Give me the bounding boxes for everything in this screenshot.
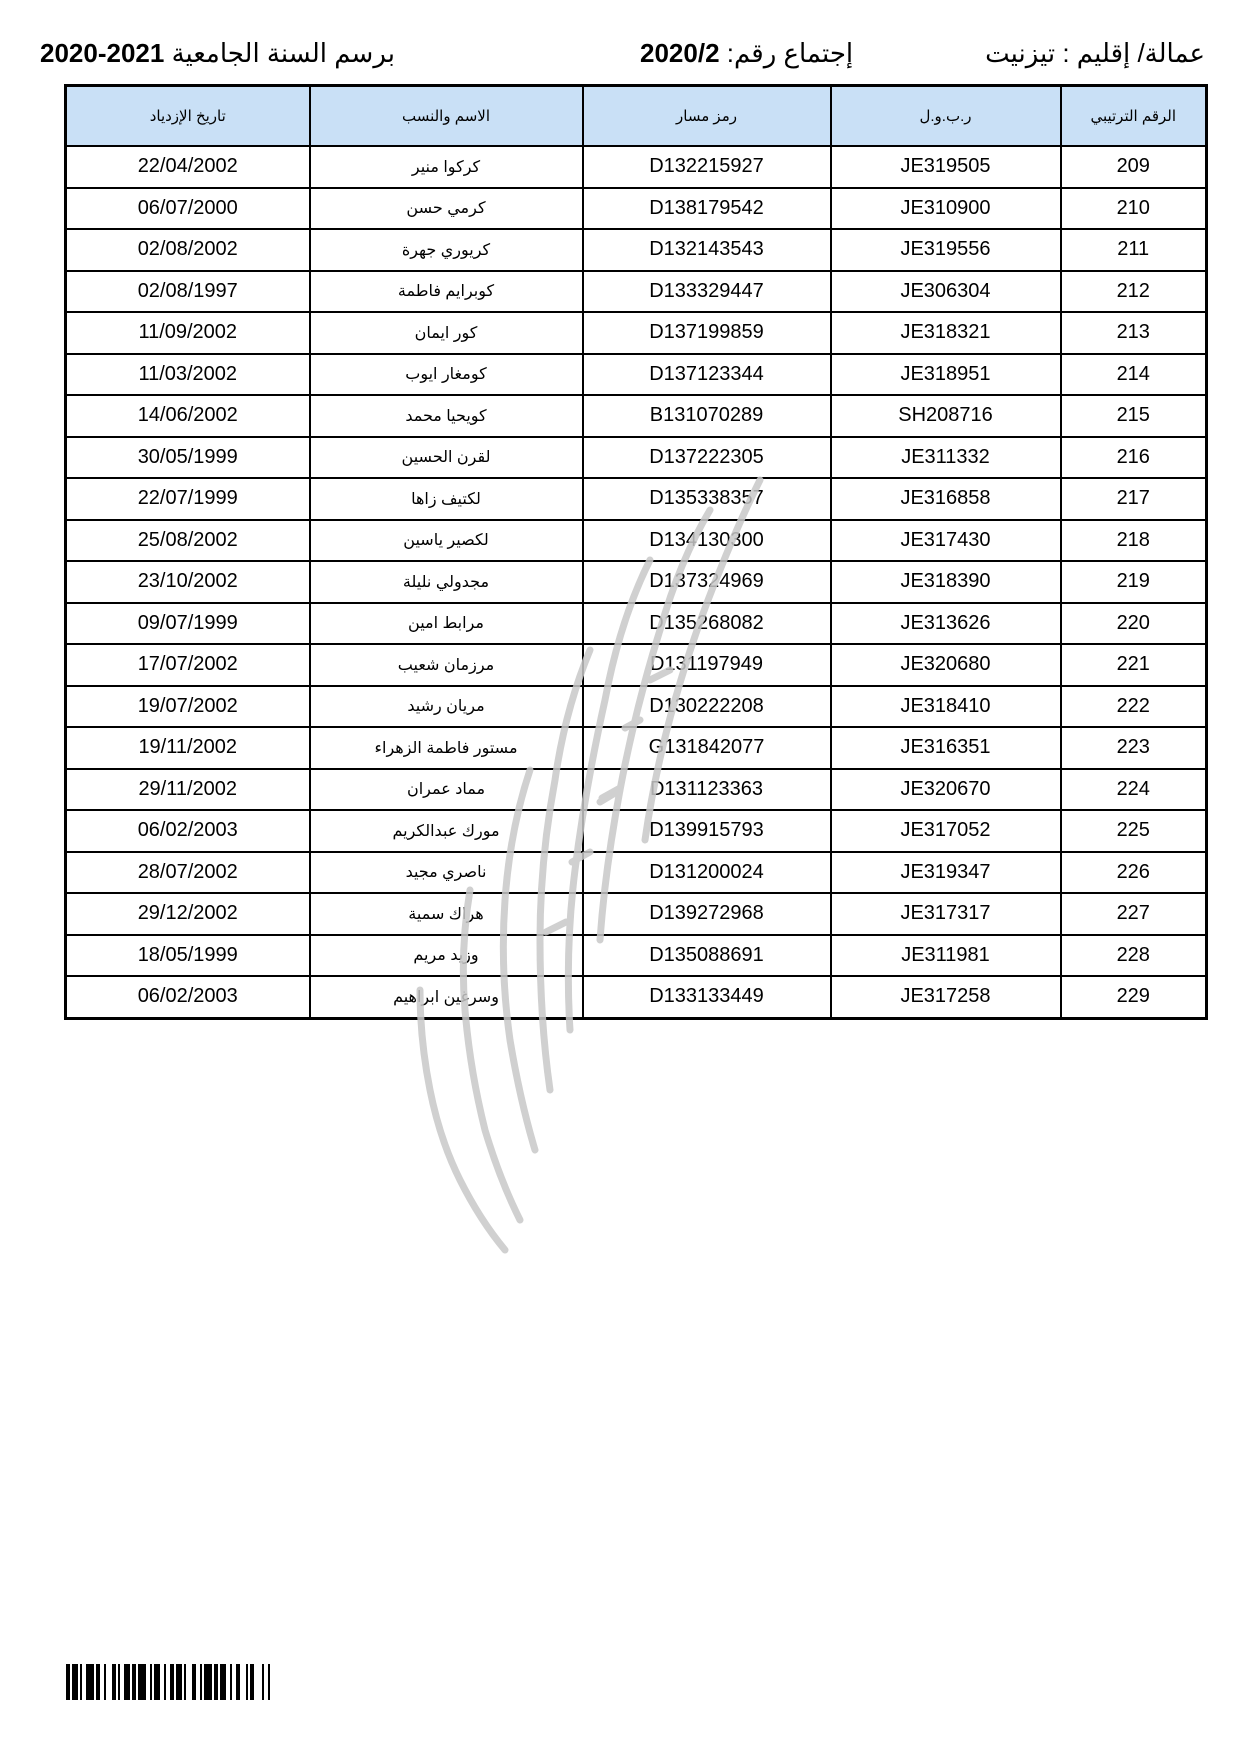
- col-header-massar: رمز مسار: [583, 86, 831, 147]
- table-row: [66, 852, 1207, 894]
- meeting-value: 2020/2: [640, 38, 720, 68]
- cell-dob: 06/02/2003: [66, 810, 310, 852]
- cell-cin: JE306304: [831, 271, 1061, 313]
- table-row: [66, 395, 1207, 437]
- cell-number: 214: [1061, 354, 1207, 396]
- cell-cin: JE319556: [831, 229, 1061, 271]
- cell-name: مرزمان شعيب: [310, 644, 583, 686]
- cell-cin: JE320680: [831, 644, 1061, 686]
- cell-massar: D134130300: [583, 520, 831, 562]
- cell-dob: 02/08/2002: [66, 229, 310, 271]
- cell-number: 215: [1061, 395, 1207, 437]
- cell-cin: JE317430: [831, 520, 1061, 562]
- table-row: [66, 354, 1207, 396]
- cell-name: لكتيف زاها: [310, 478, 583, 520]
- cell-number: 212: [1061, 271, 1207, 313]
- table-row: [66, 603, 1207, 645]
- col-header-cin: ر.ب.و.ل: [831, 86, 1061, 147]
- cell-dob: 22/07/1999: [66, 478, 310, 520]
- cell-name: كور ايمان: [310, 312, 583, 354]
- table-row: [66, 229, 1207, 271]
- students-table: [64, 84, 1208, 1020]
- cell-number: 219: [1061, 561, 1207, 603]
- cell-name: مرابط امين: [310, 603, 583, 645]
- cell-name: ناصري مجيد: [310, 852, 583, 894]
- cell-massar: D135088691: [583, 935, 831, 977]
- cell-cin: JE317258: [831, 976, 1061, 1018]
- cell-cin: JE313626: [831, 603, 1061, 645]
- barcode: [66, 1664, 426, 1700]
- table-row: [66, 935, 1207, 977]
- cell-name: مستور فاطمة الزهراء: [310, 727, 583, 769]
- cell-number: 216: [1061, 437, 1207, 479]
- cell-name: كريوري جهرة: [310, 229, 583, 271]
- cell-dob: 18/05/1999: [66, 935, 310, 977]
- table-body: [66, 146, 1207, 1018]
- table-row: [66, 520, 1207, 562]
- cell-number: 225: [1061, 810, 1207, 852]
- cell-name: هراك سمية: [310, 893, 583, 935]
- cell-dob: 02/08/1997: [66, 271, 310, 313]
- table-row: [66, 478, 1207, 520]
- cell-number: 218: [1061, 520, 1207, 562]
- cell-number: 223: [1061, 727, 1207, 769]
- region-label: عمالة/ إقليم :: [1062, 38, 1205, 68]
- cell-name: كرمي حسن: [310, 188, 583, 230]
- cell-name: مورك عبدالكريم: [310, 810, 583, 852]
- cell-number: 210: [1061, 188, 1207, 230]
- cell-name: كوبرايم فاطمة: [310, 271, 583, 313]
- cell-dob: 19/07/2002: [66, 686, 310, 728]
- year-value: 2020-2021: [40, 38, 165, 68]
- cell-massar: D131197949: [583, 644, 831, 686]
- cell-number: 228: [1061, 935, 1207, 977]
- cell-dob: 30/05/1999: [66, 437, 310, 479]
- cell-number: 227: [1061, 893, 1207, 935]
- cell-cin: JE316858: [831, 478, 1061, 520]
- cell-massar: D133133449: [583, 976, 831, 1018]
- cell-massar: D137123344: [583, 354, 831, 396]
- table-row: [66, 810, 1207, 852]
- cell-number: 221: [1061, 644, 1207, 686]
- table-row: [66, 188, 1207, 230]
- year-label: برسم السنة الجامعية: [171, 38, 395, 68]
- cell-massar: D139272968: [583, 893, 831, 935]
- cell-dob: 22/04/2002: [66, 146, 310, 188]
- cell-dob: 09/07/1999: [66, 603, 310, 645]
- region-info: [985, 38, 1205, 69]
- cell-dob: 28/07/2002: [66, 852, 310, 894]
- cell-cin: JE310900: [831, 188, 1061, 230]
- cell-massar: D133329447: [583, 271, 831, 313]
- meeting-label: إجتماع رقم:: [726, 38, 854, 68]
- cell-massar: G131842077: [583, 727, 831, 769]
- table-row: [66, 146, 1207, 188]
- table-row: [66, 893, 1207, 935]
- cell-cin: JE319505: [831, 146, 1061, 188]
- cell-dob: 17/07/2002: [66, 644, 310, 686]
- table-row: [66, 561, 1207, 603]
- cell-cin: JE318390: [831, 561, 1061, 603]
- cell-massar: D139915793: [583, 810, 831, 852]
- table-header-row: [66, 86, 1207, 147]
- table-row: [66, 727, 1207, 769]
- cell-number: 226: [1061, 852, 1207, 894]
- cell-name: كركوا منير: [310, 146, 583, 188]
- cell-massar: D137324969: [583, 561, 831, 603]
- col-header-dob: تاريخ الإزدياد: [66, 86, 310, 147]
- cell-cin: JE311332: [831, 437, 1061, 479]
- table-row: [66, 312, 1207, 354]
- cell-dob: 14/06/2002: [66, 395, 310, 437]
- cell-cin: JE318410: [831, 686, 1061, 728]
- cell-cin: JE320670: [831, 769, 1061, 811]
- cell-massar: D132215927: [583, 146, 831, 188]
- cell-cin: JE318951: [831, 354, 1061, 396]
- cell-massar: D135268082: [583, 603, 831, 645]
- cell-dob: 29/11/2002: [66, 769, 310, 811]
- table-row: [66, 976, 1207, 1018]
- cell-cin: JE319347: [831, 852, 1061, 894]
- cell-massar: B131070289: [583, 395, 831, 437]
- cell-massar: D130222208: [583, 686, 831, 728]
- region-value: تيزنيت: [985, 38, 1056, 68]
- cell-massar: D138179542: [583, 188, 831, 230]
- cell-massar: D131200024: [583, 852, 831, 894]
- cell-name: مريان رشيد: [310, 686, 583, 728]
- cell-name: لقرن الحسين: [310, 437, 583, 479]
- table-row: [66, 644, 1207, 686]
- year-info: [40, 38, 395, 69]
- cell-dob: 23/10/2002: [66, 561, 310, 603]
- cell-number: 224: [1061, 769, 1207, 811]
- cell-dob: 11/09/2002: [66, 312, 310, 354]
- cell-massar: D131123363: [583, 769, 831, 811]
- cell-name: كويحيا محمد: [310, 395, 583, 437]
- table-row: [66, 271, 1207, 313]
- cell-dob: 29/12/2002: [66, 893, 310, 935]
- table-row: [66, 686, 1207, 728]
- cell-number: 211: [1061, 229, 1207, 271]
- cell-cin: JE318321: [831, 312, 1061, 354]
- cell-massar: D132143543: [583, 229, 831, 271]
- cell-dob: 06/02/2003: [66, 976, 310, 1018]
- page-header: [40, 38, 1205, 78]
- cell-number: 222: [1061, 686, 1207, 728]
- col-header-number: الرقم الترتيبي: [1061, 86, 1207, 147]
- cell-cin: JE316351: [831, 727, 1061, 769]
- cell-number: 209: [1061, 146, 1207, 188]
- cell-name: وسرغين ابراهيم: [310, 976, 583, 1018]
- cell-dob: 11/03/2002: [66, 354, 310, 396]
- cell-cin: JE311981: [831, 935, 1061, 977]
- col-header-name: الاسم والنسب: [310, 86, 583, 147]
- cell-name: وزيد مريم: [310, 935, 583, 977]
- cell-massar: D137222305: [583, 437, 831, 479]
- table-row: [66, 437, 1207, 479]
- cell-name: مجدولي نليلة: [310, 561, 583, 603]
- cell-massar: D135338357: [583, 478, 831, 520]
- cell-number: 217: [1061, 478, 1207, 520]
- cell-number: 229: [1061, 976, 1207, 1018]
- cell-number: 220: [1061, 603, 1207, 645]
- cell-cin: SH208716: [831, 395, 1061, 437]
- cell-cin: JE317317: [831, 893, 1061, 935]
- table-row: [66, 769, 1207, 811]
- cell-name: مماد عمران: [310, 769, 583, 811]
- cell-cin: JE317052: [831, 810, 1061, 852]
- cell-name: لكصير ياسين: [310, 520, 583, 562]
- meeting-info: [640, 38, 853, 69]
- cell-name: كومغار ايوب: [310, 354, 583, 396]
- cell-number: 213: [1061, 312, 1207, 354]
- cell-massar: D137199859: [583, 312, 831, 354]
- cell-dob: 25/08/2002: [66, 520, 310, 562]
- cell-dob: 06/07/2000: [66, 188, 310, 230]
- cell-dob: 19/11/2002: [66, 727, 310, 769]
